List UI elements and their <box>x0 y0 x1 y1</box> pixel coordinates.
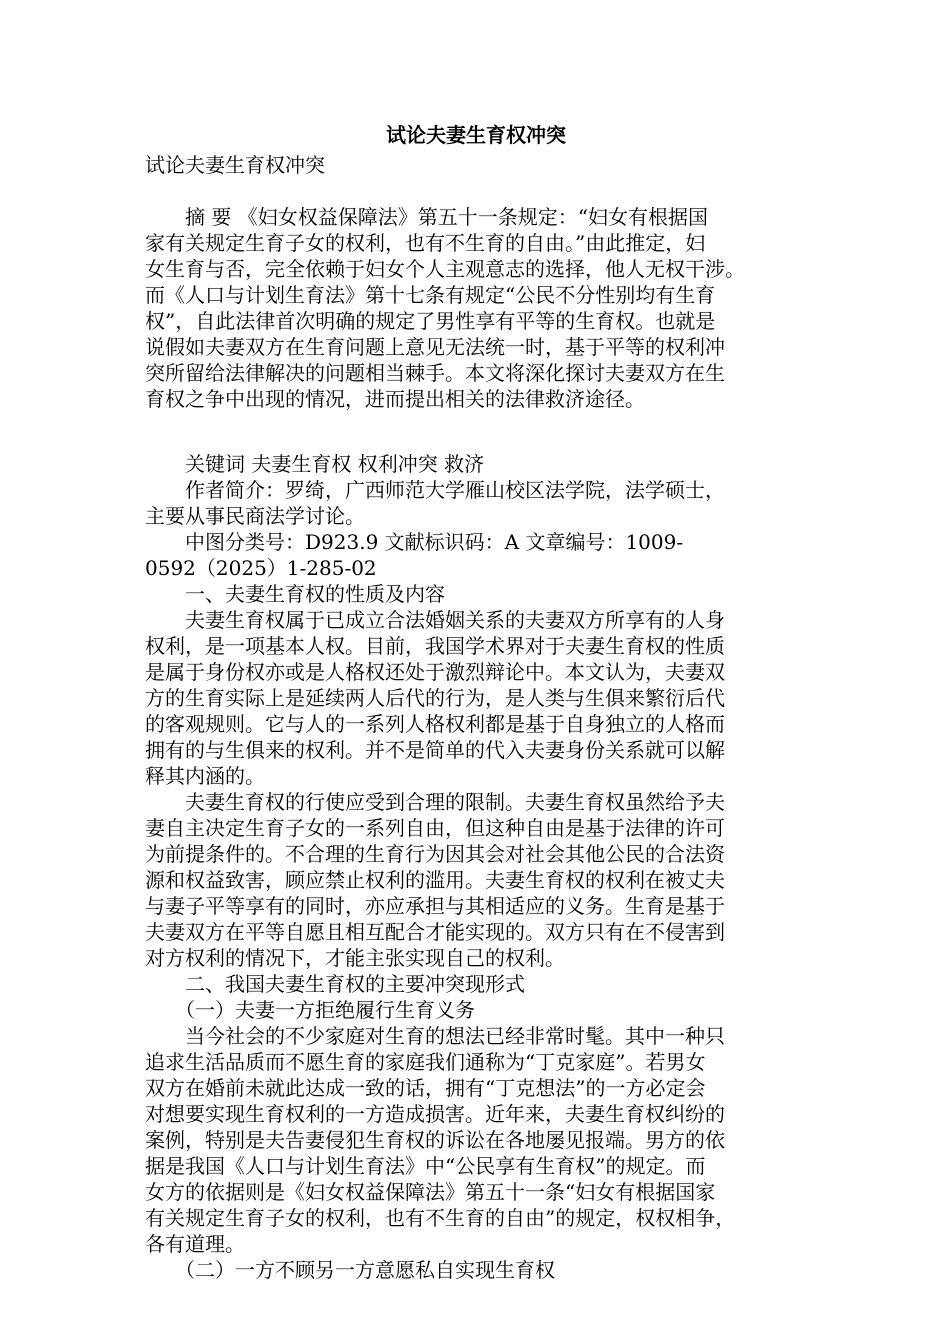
body-line: 拥有的与生俱来的权利。并不是简单的代入夫妻身份关系就可以解 <box>145 738 725 762</box>
body-line: 为前提条件的。不合理的生育行为因其会对社会其他公民的合法资 <box>145 842 725 866</box>
body-line: 据是我国《人口与计划生育法》中“公民享有生育权”的规定。而 <box>145 1154 706 1178</box>
body-line: 的客观规则。它与人的一系列人格权利都是基于自身独立的人格而 <box>145 712 725 736</box>
abstract-line: 女生育与否，完全依赖于妇女个人主观意志的选择，他人无权干涉。 <box>145 257 745 281</box>
body-line: 权利，是一项基本人权。目前，我国学术界对于夫妻生育权的性质 <box>145 634 725 658</box>
body-line: 释其内涵的。 <box>145 764 265 788</box>
body-line: 双方在婚前未就此达成一致的话，拥有“丁克想法”的一方必定会 <box>145 1076 706 1100</box>
body-line: 是属于身份权亦或是人格权还处于激烈辩论中。本文认为，夫妻双 <box>145 660 725 684</box>
body-line: 有关规定生育子女的权利，也有不生育的自由”的规定，权权相争， <box>145 1206 736 1230</box>
body-line: 夫妻双方在平等自愿且相互配合才能实现的。双方只有在不侵害到 <box>145 920 725 944</box>
body-line: 当今社会的不少家庭对生育的想法已经非常时髦。其中一种只 <box>145 1024 725 1048</box>
subsection-heading: （二）一方不顾另一方意愿私自实现生育权 <box>145 1258 555 1282</box>
abstract-line: 摘 要 《妇女权益保障法》第五十一条规定：“妇女有根据国 <box>145 205 708 229</box>
body-line: 夫妻生育权属于已成立合法婚姻关系的夫妻双方所享有的人身 <box>145 608 725 632</box>
abstract <box>145 204 807 412</box>
abstract-line: 育权之争中出现的情况，进而提出相关的法律救济途径。 <box>145 387 645 411</box>
body-line: 女方的依据则是《妇女权益保障法》第五十一条“妇女有根据国家 <box>145 1180 716 1204</box>
body-line: 对方权利的情况下，才能主张实现自己的权利。 <box>145 946 565 970</box>
document-page <box>145 118 807 1283</box>
body-line: 追求生活品质而不愿生育的家庭我们通称为“丁克家庭”。若男女 <box>145 1050 706 1074</box>
author-line: 作者简介：罗绮，广西师范大学雁山校区法学院，法学硕士， <box>145 478 725 502</box>
body-line: 方的生育实际上是延续两人后代的行为，是人类与生俱来繁衍后代 <box>145 686 725 710</box>
subsection-heading: （一）夫妻一方拒绝履行生育义务 <box>145 998 475 1022</box>
keywords-line: 关键词 夫妻生育权 权利冲突 救济 <box>145 452 485 476</box>
spacer <box>145 438 807 451</box>
abstract-line: 突所留给法律解决的问题相当棘手。本文将深化探讨夫妻双方在生 <box>145 361 725 385</box>
spacer <box>145 412 807 438</box>
abstract-line: 说假如夫妻双方在生育问题上意见无法统一时，基于平等的权利冲 <box>145 335 725 359</box>
classification-line: 0592（2025）1-285-02 <box>145 556 377 580</box>
section-heading: 二、我国夫妻生育权的主要冲突现形式 <box>145 972 525 996</box>
author-line: 主要从事民商法学讨论。 <box>145 504 365 528</box>
body-line: 各有道理。 <box>145 1232 245 1256</box>
section-heading: 一、夫妻生育权的性质及内容 <box>145 582 445 606</box>
body-text <box>145 451 807 1283</box>
spacer <box>145 178 807 204</box>
abstract-line: 而《人口与计划生育法》第十七条有规定“公民不分性别均有生育 <box>145 283 716 307</box>
abstract-line: 权”，自此法律首次明确的规定了男性享有平等的生育权。也就是 <box>145 309 716 333</box>
body-line: 妻自主决定生育子女的一系列自由，但这种自由是基于法律的许可 <box>145 816 725 840</box>
abstract-line: 家有关规定生育子女的权利，也有不生育的自由。”由此推定，妇 <box>145 231 706 255</box>
body-line: 源和权益致害，顾应禁止权利的滥用。夫妻生育权的权利在被丈夫 <box>145 868 725 892</box>
subtitle: 试论夫妻生育权冲突 <box>145 153 325 177</box>
body-line: 对想要实现生育权利的一方造成损害。近年来，夫妻生育权纠纷的 <box>145 1102 725 1126</box>
page-title: 试论夫妻生育权冲突 <box>386 123 566 147</box>
body-line: 与妻子平等享有的同时，亦应承担与其相适应的义务。生育是基于 <box>145 894 725 918</box>
body-line: 案例，特别是夫告妻侵犯生育权的诉讼在各地屡见报端。男方的依 <box>145 1128 725 1152</box>
body-line: 夫妻生育权的行使应受到合理的限制。夫妻生育权虽然给予夫 <box>145 790 725 814</box>
classification-line: 中图分类号：D923.9 文献标识码：A 文章编号：1009- <box>145 530 684 554</box>
